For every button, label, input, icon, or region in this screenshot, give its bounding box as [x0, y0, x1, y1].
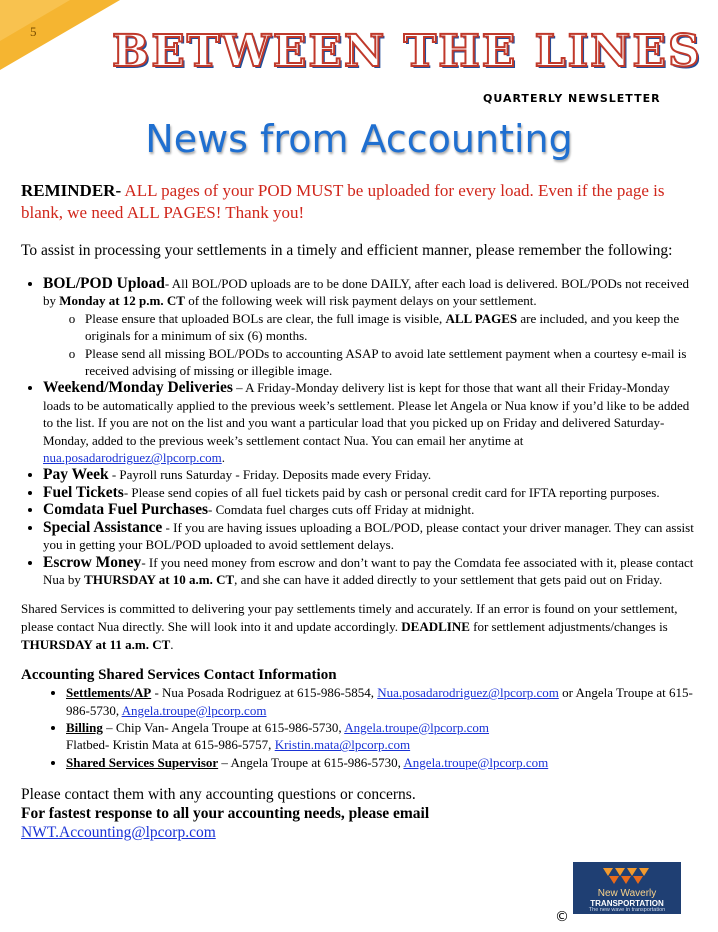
angela-email-link-3[interactable]: Angela.troupe@lpcorp.com	[403, 754, 549, 770]
accounting-email-link[interactable]: NWT.Accounting@lpcorp.com	[21, 824, 216, 842]
angela-email-link-2[interactable]: Angela.troupe@lpcorp.com	[344, 719, 490, 735]
shared-text-1: Shared Services is committed to delivering your pay settlements timely and accurately. If an error is found on your settlement, please contact Nua directly. She will look into it and update accordingly.	[21, 601, 678, 634]
payweek-title: Pay Week	[43, 466, 109, 484]
comdata-title: Comdata Fuel Purchases	[43, 501, 209, 519]
bol-title: BOL/POD Upload	[43, 275, 165, 292]
nua-email-link-2[interactable]: Nua.posadarodriguez@lpcorp.com	[377, 685, 559, 701]
logo-line-1: New Waverly	[597, 888, 657, 899]
shared-text-2: for settlement adjustments/changes is	[469, 618, 668, 634]
special-title: Special Assistance	[43, 518, 163, 536]
escrow-deadline: THURSDAY at 10 a.m. CT	[84, 571, 235, 587]
payweek-text: - Payroll runs Saturday - Friday. Deposits made every Friday.	[108, 467, 432, 483]
supervisor-text: – Angela Troupe at 615-986-5730,	[218, 754, 404, 770]
settlements-text-1: - Nua Posada Rodriguez at 615-986-5854,	[151, 685, 378, 701]
settlements-label: Settlements/AP	[66, 685, 152, 701]
newsletter-subtitle: QUARTERLY NEWSLETTER	[483, 92, 661, 105]
supervisor-label: Shared Services Supervisor	[66, 754, 219, 770]
list-item-comdata	[43, 501, 697, 518]
contact-heading: Accounting Shared Services Contact Information	[21, 667, 337, 684]
bol-sublist	[43, 310, 697, 380]
escrow-title: Escrow Money	[43, 553, 142, 571]
page-corner-ribbon	[0, 0, 120, 70]
kristin-email-link[interactable]: Kristin.mata@lpcorp.com	[274, 737, 411, 753]
shared-services-paragraph	[21, 600, 697, 653]
page-number: 5	[30, 24, 37, 39]
reminder-lead: REMINDER-	[21, 181, 122, 200]
weekend-title: Weekend/Monday Deliveries	[43, 379, 233, 397]
billing-text-2: Flatbed- Kristin Mata at 615-986-5757,	[66, 737, 275, 753]
escrow-text-1: - If you need money from escrow and don’t want to pay the Comdata fee associated with it, please contact Nua by	[43, 554, 694, 587]
article-body	[21, 180, 697, 842]
logo-line-2: TRANSPORTATION	[590, 899, 664, 908]
settlements-text-2: or Angela Troupe at 615-986-5730,	[66, 685, 693, 718]
list-item-special	[43, 519, 697, 554]
company-logo	[573, 862, 681, 914]
fuel-title: Fuel Tickets	[43, 483, 124, 501]
escrow-text-2: , and she can have it added directly to your settlement that gets paid out on Friday.	[234, 571, 663, 587]
weekend-end: .	[221, 450, 225, 466]
copyright-symbol: ©	[555, 909, 569, 925]
contact-billing	[66, 719, 697, 754]
list-item-escrow	[43, 554, 697, 589]
list-item-weekend	[43, 379, 697, 466]
billing-text-1: – Chip Van- Angela Troupe at 615-986-5730,	[102, 719, 345, 735]
list-item-bol	[43, 275, 697, 379]
shared-deadline-label: DEADLINE	[401, 618, 470, 634]
section-title: News from Accounting	[145, 117, 573, 161]
reminder-text: ALL pages of your POD MUST be uploaded for every load. Even if the page is blank, we need ALL PAGES! Thank you!	[21, 181, 665, 222]
bol-sub-item-1	[85, 310, 697, 345]
angela-email-link[interactable]: Angela.troupe@lpcorp.com	[121, 702, 267, 718]
bol-sub-item-2: o Please send all missing BOL/PODs to accounting ASAP to avoid late settlement payment when a courtesy e-mail is received advising of missing or illegible image.	[85, 345, 697, 380]
closing-line-1: Please contact them with any accounting questions or concerns.	[21, 786, 416, 804]
nua-email-link[interactable]: nua.posadarodriguez@lpcorp.com	[43, 450, 222, 466]
logo-tagline: The new wave in transportation	[588, 907, 666, 913]
special-text: - If you are having issues uploading a BOL/POD, please contact your driver manager. They can assist you in getting your BOL/POD uploaded to avoid settlement delays.	[43, 519, 694, 553]
weekend-text: – A Friday-Monday delivery list is kept for those that want all their Friday-Monday loads to be automatically applied to the previous week’s settlement. Please let Angela or Nua know if you’d like to be added to the list. If you are not on the list and you want a particular load that you picked up on Friday and delivered Saturday-Monday, added to the previous week’s settlement contact Nua. You can email her anytime at	[43, 380, 690, 448]
comdata-text: - Comdata fuel charges cuts off Friday at midnight.	[208, 502, 475, 518]
shared-deadline: THURSDAY at 11 a.m. CT	[21, 636, 171, 652]
closing-line-2: For fastest response to all your accounting needs, please email	[21, 805, 430, 823]
bol-sub1-text-c: are included, and you keep the originals for a minimum of six (6) months.	[85, 310, 680, 344]
bol-deadline: Monday at 12 p.m. CT	[59, 293, 185, 309]
bol-text-1: - All BOL/POD uploads are to be done DAILY, after each load is delivered. BOL/PODs not received by	[43, 276, 689, 309]
fuel-text: - Please send copies of all fuel tickets paid by cash or personal credit card for IFTA reporting purposes.	[123, 484, 660, 500]
contact-supervisor	[66, 754, 697, 771]
billing-label: Billing	[66, 719, 103, 735]
reminder-notice	[21, 180, 697, 224]
shared-text-3: .	[170, 636, 174, 652]
logo-wave-icon	[573, 862, 681, 888]
list-item-payweek	[43, 466, 697, 483]
bol-text-2: of the following week will risk payment delays on your settlement.	[184, 293, 537, 309]
list-item-fuel	[43, 484, 697, 501]
contact-settlements	[66, 684, 697, 719]
guidelines-list	[21, 275, 697, 588]
intro-paragraph: To assist in processing your settlements in a timely and efficient manner, please remember the following:	[21, 242, 673, 259]
newsletter-masthead: BETWEEN THE LINES	[112, 26, 702, 77]
bol-sub1-bold: ALL PAGES	[445, 310, 518, 326]
contact-list	[21, 684, 697, 771]
closing-paragraph	[21, 785, 697, 842]
bol-sub1-text-a: Please ensure that uploaded BOLs are clear, the full image is visible,	[85, 310, 446, 326]
